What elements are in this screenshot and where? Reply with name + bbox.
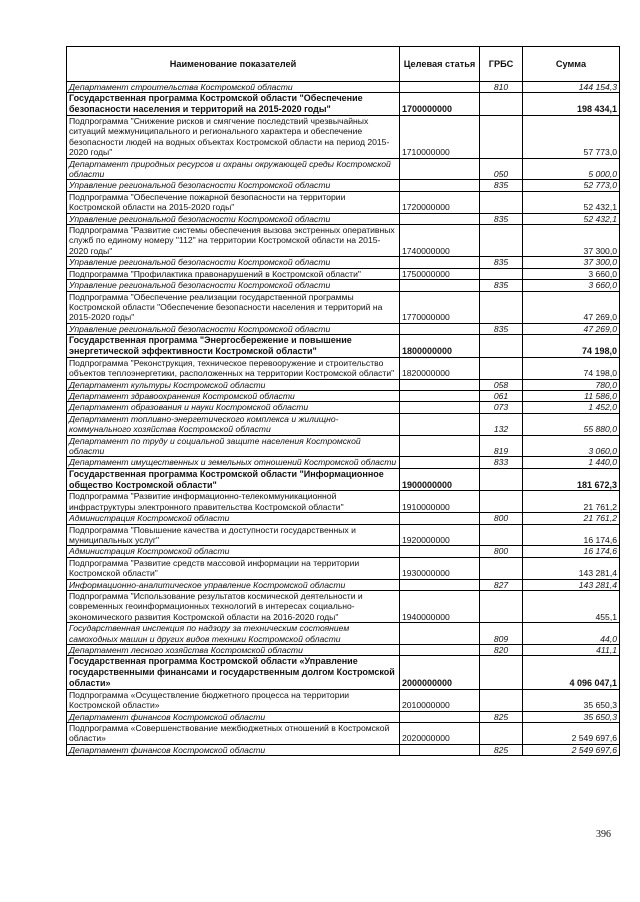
cell-grbs: 825 bbox=[480, 711, 523, 722]
cell-name: Подпрограмма "Развитие системы обеспечения вызова экстренных оперативных служб по единому номеру "112" на территории Костромской области на 2015-2020 годы" bbox=[67, 225, 400, 257]
cell-name: Государственная программа Костромской области "Обеспечение безопасности населения и территорий на 2015-2020 годы" bbox=[67, 93, 400, 116]
cell-sum: 52 432,1 bbox=[523, 213, 620, 224]
cell-name: Подпрограмма "Развитие средств массовой информации на территории Костромской области" bbox=[67, 557, 400, 579]
cell-name: Департамент строительства Костромской области bbox=[67, 82, 400, 93]
cell-grbs bbox=[480, 524, 523, 546]
cell-sum: 21 761,2 bbox=[523, 491, 620, 513]
cell-grbs bbox=[480, 723, 523, 745]
department-row bbox=[67, 435, 620, 457]
table-body bbox=[67, 82, 620, 756]
department-row bbox=[67, 402, 620, 413]
cell-target-article bbox=[400, 645, 480, 656]
cell-sum: 74 198,0 bbox=[523, 335, 620, 358]
cell-sum: 455,1 bbox=[523, 591, 620, 623]
cell-target-article: 1820000000 bbox=[400, 357, 480, 379]
cell-target-article: 2000000000 bbox=[400, 656, 480, 689]
cell-grbs bbox=[480, 656, 523, 689]
cell-grbs: 132 bbox=[480, 413, 523, 435]
header-name: Наименование показателей bbox=[67, 47, 400, 82]
cell-name: Департамент культуры Костромской области bbox=[67, 379, 400, 390]
subprogram-row bbox=[67, 524, 620, 546]
department-row bbox=[67, 623, 620, 645]
cell-name: Государственная инспекция по надзору за техническим состоянием самоходных машин и других видов техники Костромской области bbox=[67, 623, 400, 645]
cell-name: Государственная программа Костромской области «Управление государственными финансами и государственным долгом Костромской области» bbox=[67, 656, 400, 689]
cell-name: Подпрограмма "Обеспечение реализации государственной программы Костромской области "Обеспечение безопасности населения и территорий на 2015-2020 годы" bbox=[67, 291, 400, 323]
cell-grbs: 825 bbox=[480, 744, 523, 755]
header-target-article: Целевая статья bbox=[400, 47, 480, 82]
cell-sum: 74 198,0 bbox=[523, 357, 620, 379]
cell-sum: 2 549 697,6 bbox=[523, 723, 620, 745]
cell-sum: 37 300,0 bbox=[523, 225, 620, 257]
budget-table bbox=[66, 46, 620, 756]
cell-grbs bbox=[480, 468, 523, 491]
department-row bbox=[67, 546, 620, 557]
cell-target-article bbox=[400, 323, 480, 334]
cell-sum: 2 549 697,6 bbox=[523, 744, 620, 755]
cell-grbs: 810 bbox=[480, 82, 523, 93]
department-row bbox=[67, 645, 620, 656]
cell-grbs: 827 bbox=[480, 579, 523, 590]
cell-grbs bbox=[480, 557, 523, 579]
cell-name: Управление региональной безопасности Костромской области bbox=[67, 213, 400, 224]
cell-sum: 144 154,3 bbox=[523, 82, 620, 93]
cell-grbs: 809 bbox=[480, 623, 523, 645]
cell-target-article bbox=[400, 280, 480, 291]
cell-grbs: 835 bbox=[480, 180, 523, 191]
cell-target-article: 1800000000 bbox=[400, 335, 480, 358]
department-row bbox=[67, 158, 620, 180]
cell-target-article bbox=[400, 379, 480, 390]
cell-grbs bbox=[480, 591, 523, 623]
cell-target-article bbox=[400, 623, 480, 645]
cell-grbs: 058 bbox=[480, 379, 523, 390]
cell-name: Подпрограмма "Реконструкция, техническое перевооружение и строительство объектов теплоэнергетики, расположенных на территории Костромской области" bbox=[67, 357, 400, 379]
cell-target-article: 1930000000 bbox=[400, 557, 480, 579]
cell-sum: 198 434,1 bbox=[523, 93, 620, 116]
cell-name: Управление региональной безопасности Костромской области bbox=[67, 180, 400, 191]
cell-target-article bbox=[400, 413, 480, 435]
cell-grbs bbox=[480, 93, 523, 116]
cell-name: Управление региональной безопасности Костромской области bbox=[67, 257, 400, 268]
cell-sum: 21 761,2 bbox=[523, 513, 620, 524]
cell-sum: 47 269,0 bbox=[523, 291, 620, 323]
subprogram-row bbox=[67, 291, 620, 323]
cell-grbs: 835 bbox=[480, 323, 523, 334]
subprogram-row bbox=[67, 357, 620, 379]
cell-target-article bbox=[400, 579, 480, 590]
department-row bbox=[67, 180, 620, 191]
cell-grbs bbox=[480, 268, 523, 279]
cell-grbs: 061 bbox=[480, 390, 523, 401]
department-row bbox=[67, 390, 620, 401]
cell-sum: 37 300,0 bbox=[523, 257, 620, 268]
cell-target-article: 1740000000 bbox=[400, 225, 480, 257]
header-sum: Сумма bbox=[523, 47, 620, 82]
cell-sum: 55 880,0 bbox=[523, 413, 620, 435]
table-header bbox=[67, 47, 620, 82]
cell-grbs: 800 bbox=[480, 546, 523, 557]
cell-sum: 3 060,0 bbox=[523, 435, 620, 457]
cell-name: Подпрограмма «Совершенствование межбюджетных отношений в Костромской области» bbox=[67, 723, 400, 745]
cell-name: Государственная программа "Энергосбережение и повышение энергетической эффективности Костромской области" bbox=[67, 335, 400, 358]
cell-target-article: 2020000000 bbox=[400, 723, 480, 745]
cell-name: Подпрограмма "Использование результатов космической деятельности и современных геоинформационных технологий в интересах социально-экономического развития Костромской области на 2016-2020 годы" bbox=[67, 591, 400, 623]
cell-target-article: 1750000000 bbox=[400, 268, 480, 279]
cell-grbs bbox=[480, 335, 523, 358]
cell-target-article bbox=[400, 402, 480, 413]
subprogram-row bbox=[67, 723, 620, 745]
cell-name: Подпрограмма «Осуществление бюджетного процесса на территории Костромской области» bbox=[67, 689, 400, 711]
cell-grbs bbox=[480, 225, 523, 257]
cell-target-article: 1910000000 bbox=[400, 491, 480, 513]
cell-target-article bbox=[400, 213, 480, 224]
header-row bbox=[67, 47, 620, 82]
cell-grbs bbox=[480, 689, 523, 711]
cell-name: Подпрограмма "Снижение рисков и смягчение последствий чрезвычайных ситуаций межмуниципального и регионального характера и обеспечение безопасности людей на водных объектах Костромской области на период 2015-2020 годы" bbox=[67, 116, 400, 159]
cell-sum: 35 650,3 bbox=[523, 711, 620, 722]
cell-name: Департамент природных ресурсов и охраны окружающей среды Костромской области bbox=[67, 158, 400, 180]
cell-grbs: 050 bbox=[480, 158, 523, 180]
program-row bbox=[67, 93, 620, 116]
cell-target-article bbox=[400, 180, 480, 191]
budget-table-container bbox=[66, 46, 619, 756]
cell-target-article bbox=[400, 744, 480, 755]
cell-name: Администрация Костромской области bbox=[67, 546, 400, 557]
department-row bbox=[67, 257, 620, 268]
cell-target-article: 1700000000 bbox=[400, 93, 480, 116]
cell-sum: 52 432,1 bbox=[523, 191, 620, 213]
cell-target-article: 1710000000 bbox=[400, 116, 480, 159]
cell-sum: 1 452,0 bbox=[523, 402, 620, 413]
cell-name: Подпрограмма "Обеспечение пожарной безопасности на территории Костромской области на 2015-2020 годы" bbox=[67, 191, 400, 213]
cell-sum: 35 650,3 bbox=[523, 689, 620, 711]
cell-sum: 780,0 bbox=[523, 379, 620, 390]
cell-target-article: 1920000000 bbox=[400, 524, 480, 546]
department-row bbox=[67, 413, 620, 435]
cell-grbs: 835 bbox=[480, 280, 523, 291]
program-row bbox=[67, 468, 620, 491]
department-row bbox=[67, 379, 620, 390]
cell-target-article: 1900000000 bbox=[400, 468, 480, 491]
subprogram-row bbox=[67, 689, 620, 711]
program-row bbox=[67, 656, 620, 689]
department-row bbox=[67, 457, 620, 468]
cell-sum: 181 672,3 bbox=[523, 468, 620, 491]
cell-target-article bbox=[400, 546, 480, 557]
cell-sum: 11 586,0 bbox=[523, 390, 620, 401]
department-row bbox=[67, 213, 620, 224]
cell-target-article bbox=[400, 158, 480, 180]
cell-name: Управление региональной безопасности Костромской области bbox=[67, 280, 400, 291]
cell-sum: 411,1 bbox=[523, 645, 620, 656]
cell-target-article: 2010000000 bbox=[400, 689, 480, 711]
department-row bbox=[67, 744, 620, 755]
cell-name: Департамент имущественных и земельных отношений Костромской области bbox=[67, 457, 400, 468]
cell-grbs: 800 bbox=[480, 513, 523, 524]
cell-grbs bbox=[480, 491, 523, 513]
cell-name: Информационно-аналитическое управление Костромской области bbox=[67, 579, 400, 590]
subprogram-row bbox=[67, 225, 620, 257]
cell-grbs bbox=[480, 116, 523, 159]
cell-sum: 44,0 bbox=[523, 623, 620, 645]
cell-target-article bbox=[400, 435, 480, 457]
department-row bbox=[67, 513, 620, 524]
cell-sum: 4 096 047,1 bbox=[523, 656, 620, 689]
cell-sum: 5 000,0 bbox=[523, 158, 620, 180]
cell-target-article: 1770000000 bbox=[400, 291, 480, 323]
cell-name: Подпрограмма "Развитие информационно-телекоммуникационной инфраструктуры электронного правительства Костромской области" bbox=[67, 491, 400, 513]
cell-grbs: 820 bbox=[480, 645, 523, 656]
cell-sum: 16 174,6 bbox=[523, 524, 620, 546]
cell-sum: 143 281,4 bbox=[523, 579, 620, 590]
cell-grbs bbox=[480, 191, 523, 213]
cell-target-article bbox=[400, 82, 480, 93]
cell-sum: 143 281,4 bbox=[523, 557, 620, 579]
cell-grbs: 819 bbox=[480, 435, 523, 457]
cell-target-article bbox=[400, 513, 480, 524]
department-row bbox=[67, 82, 620, 93]
subprogram-row bbox=[67, 557, 620, 579]
cell-grbs: 835 bbox=[480, 257, 523, 268]
cell-target-article bbox=[400, 390, 480, 401]
department-row bbox=[67, 280, 620, 291]
cell-name: Управление региональной безопасности Костромской области bbox=[67, 323, 400, 334]
department-row bbox=[67, 323, 620, 334]
cell-grbs: 833 bbox=[480, 457, 523, 468]
cell-sum: 16 174,6 bbox=[523, 546, 620, 557]
cell-grbs bbox=[480, 291, 523, 323]
cell-sum: 1 440,0 bbox=[523, 457, 620, 468]
cell-target-article: 1720000000 bbox=[400, 191, 480, 213]
cell-name: Подпрограмма "Профилактика правонарушений в Костромской области" bbox=[67, 268, 400, 279]
cell-target-article bbox=[400, 457, 480, 468]
cell-grbs: 835 bbox=[480, 213, 523, 224]
cell-target-article bbox=[400, 257, 480, 268]
department-row bbox=[67, 579, 620, 590]
header-grbs: ГРБС bbox=[480, 47, 523, 82]
subprogram-row bbox=[67, 268, 620, 279]
cell-sum: 3 660,0 bbox=[523, 280, 620, 291]
cell-name: Департамент по труду и социальной защите населения Костромской области bbox=[67, 435, 400, 457]
subprogram-row bbox=[67, 591, 620, 623]
cell-name: Департамент финансов Костромской области bbox=[67, 711, 400, 722]
cell-sum: 57 773,0 bbox=[523, 116, 620, 159]
cell-grbs bbox=[480, 357, 523, 379]
cell-target-article bbox=[400, 711, 480, 722]
cell-name: Департамент лесного хозяйства Костромской области bbox=[67, 645, 400, 656]
cell-name: Подпрограмма "Повышение качества и доступности государственных и муниципальных услуг" bbox=[67, 524, 400, 546]
page-number: 396 bbox=[596, 829, 611, 840]
cell-name: Департамент здравоохранения Костромской области bbox=[67, 390, 400, 401]
cell-name: Департамент топливно-энергетического комплекса и жилищно-коммунального хозяйства Костромской области bbox=[67, 413, 400, 435]
cell-grbs: 073 bbox=[480, 402, 523, 413]
subprogram-row bbox=[67, 116, 620, 159]
cell-target-article: 1940000000 bbox=[400, 591, 480, 623]
department-row bbox=[67, 711, 620, 722]
cell-name: Государственная программа Костромской области "Информационное общество Костромской области" bbox=[67, 468, 400, 491]
program-row bbox=[67, 335, 620, 358]
cell-name: Администрация Костромской области bbox=[67, 513, 400, 524]
cell-sum: 3 660,0 bbox=[523, 268, 620, 279]
subprogram-row bbox=[67, 191, 620, 213]
cell-sum: 47 269,0 bbox=[523, 323, 620, 334]
cell-sum: 52 773,0 bbox=[523, 180, 620, 191]
cell-name: Департамент финансов Костромской области bbox=[67, 744, 400, 755]
subprogram-row bbox=[67, 491, 620, 513]
cell-name: Департамент образования и науки Костромской области bbox=[67, 402, 400, 413]
